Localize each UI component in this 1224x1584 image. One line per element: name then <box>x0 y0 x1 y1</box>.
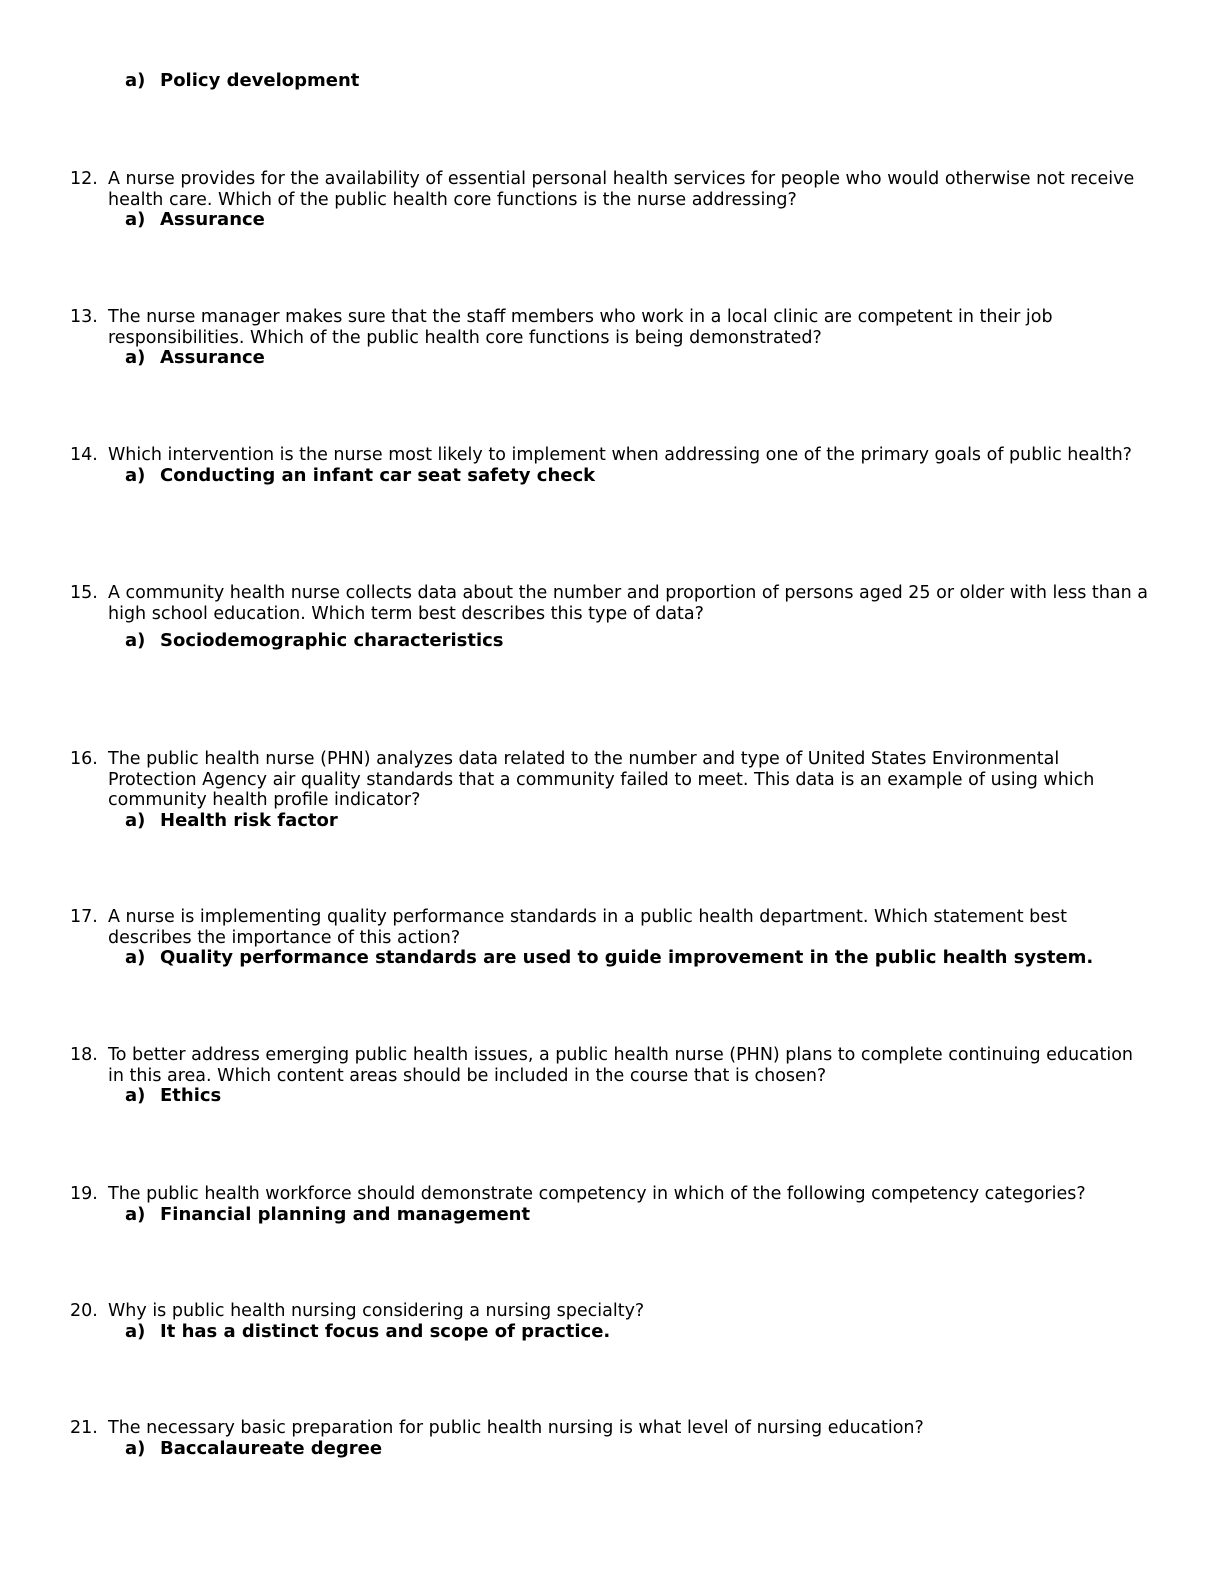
question-20 <box>70 1301 1150 1342</box>
answer-text: Sociodemographic characteristics <box>160 630 504 652</box>
answer-letter: a) <box>125 1085 146 1107</box>
question-15 <box>70 583 1150 652</box>
question-text: The necessary basic preparation for public health nursing is what level of nursing education? <box>108 1418 924 1438</box>
answer-text: Assurance <box>160 209 265 231</box>
question-12 <box>70 169 1150 231</box>
lead-answer <box>125 71 359 92</box>
answer <box>125 348 1150 369</box>
answer <box>125 948 1150 969</box>
answer-text: Quality performance standards are used to guide improvement in the public health system. <box>160 947 1094 969</box>
question-number: 15. <box>70 583 98 603</box>
question-number: 16. <box>70 749 98 769</box>
answer-text: Assurance <box>160 347 265 369</box>
answer-letter: a) <box>125 810 146 832</box>
question-text: A nurse provides for the availability of essential personal health services for people who would otherwise not receive health care. Which of the public health core functions is the nurse addressing? <box>108 169 1135 210</box>
question-16 <box>70 749 1150 832</box>
question-text: The public health workforce should demonstrate competency in which of the following competency categories? <box>108 1184 1086 1204</box>
answer-letter: a) <box>125 70 146 91</box>
question-number: 18. <box>70 1045 98 1065</box>
question-number: 19. <box>70 1184 98 1204</box>
answer <box>125 210 1150 231</box>
question-18 <box>70 1045 1150 1107</box>
question-17 <box>70 907 1150 969</box>
question-text: The public health nurse (PHN) analyzes data related to the number and type of United States Environmental Protection Agency air quality standards that a community failed to meet. This data is an example of using which community health profile indicator? <box>108 749 1095 811</box>
answer <box>125 466 1150 487</box>
answer-text: Baccalaureate degree <box>160 1437 383 1459</box>
question-13 <box>70 307 1150 369</box>
answer <box>125 1086 1150 1107</box>
answer-text: Conducting an infant car seat safety check <box>160 464 596 486</box>
answer-letter: a) <box>125 630 146 652</box>
answer-text: It has a distinct focus and scope of practice. <box>160 1320 611 1342</box>
question-number: 20. <box>70 1301 98 1321</box>
question-19 <box>70 1184 1150 1225</box>
question-number: 12. <box>70 169 98 189</box>
question-text: Why is public health nursing considering a nursing specialty? <box>108 1301 645 1321</box>
answer <box>125 1205 1150 1226</box>
answer-text: Ethics <box>160 1085 222 1107</box>
question-number: 13. <box>70 307 98 327</box>
answer-letter: a) <box>125 1320 146 1342</box>
question-number: 14. <box>70 445 98 465</box>
answer-letter: a) <box>125 1203 146 1225</box>
answer <box>125 811 1150 832</box>
question-text: Which intervention is the nurse most likely to implement when addressing one of the primary goals of public health? <box>108 445 1132 465</box>
answer-text: Policy development <box>160 70 360 91</box>
question-text: The nurse manager makes sure that the staff members who work in a local clinic are competent in their job responsibilities. Which of the public health core functions is being demonstrated? <box>108 307 1053 348</box>
question-number: 21. <box>70 1418 98 1438</box>
answer-letter: a) <box>125 464 146 486</box>
question-number: 17. <box>70 907 98 927</box>
question-14 <box>70 445 1150 486</box>
question-text: A community health nurse collects data about the number and proportion of persons aged 25 or older with less than a high school education. Which term best describes this type of data? <box>108 583 1148 624</box>
question-text: To better address emerging public health issues, a public health nurse (PHN) plans to complete continuing education in this area. Which content areas should be included in the course that is chosen? <box>108 1045 1133 1086</box>
answer <box>125 631 1150 652</box>
answer-letter: a) <box>125 947 146 969</box>
answer-letter: a) <box>125 347 146 369</box>
answer-letter: a) <box>125 1437 146 1459</box>
answer-text: Health risk factor <box>160 810 338 832</box>
answer <box>125 1322 1150 1343</box>
answer-letter: a) <box>125 209 146 231</box>
question-21 <box>70 1418 1150 1459</box>
answer-text: Financial planning and management <box>160 1203 531 1225</box>
question-text: A nurse is implementing quality performance standards in a public health department. Which statement best describes the importance of this action? <box>108 907 1067 948</box>
answer <box>125 1439 1150 1460</box>
